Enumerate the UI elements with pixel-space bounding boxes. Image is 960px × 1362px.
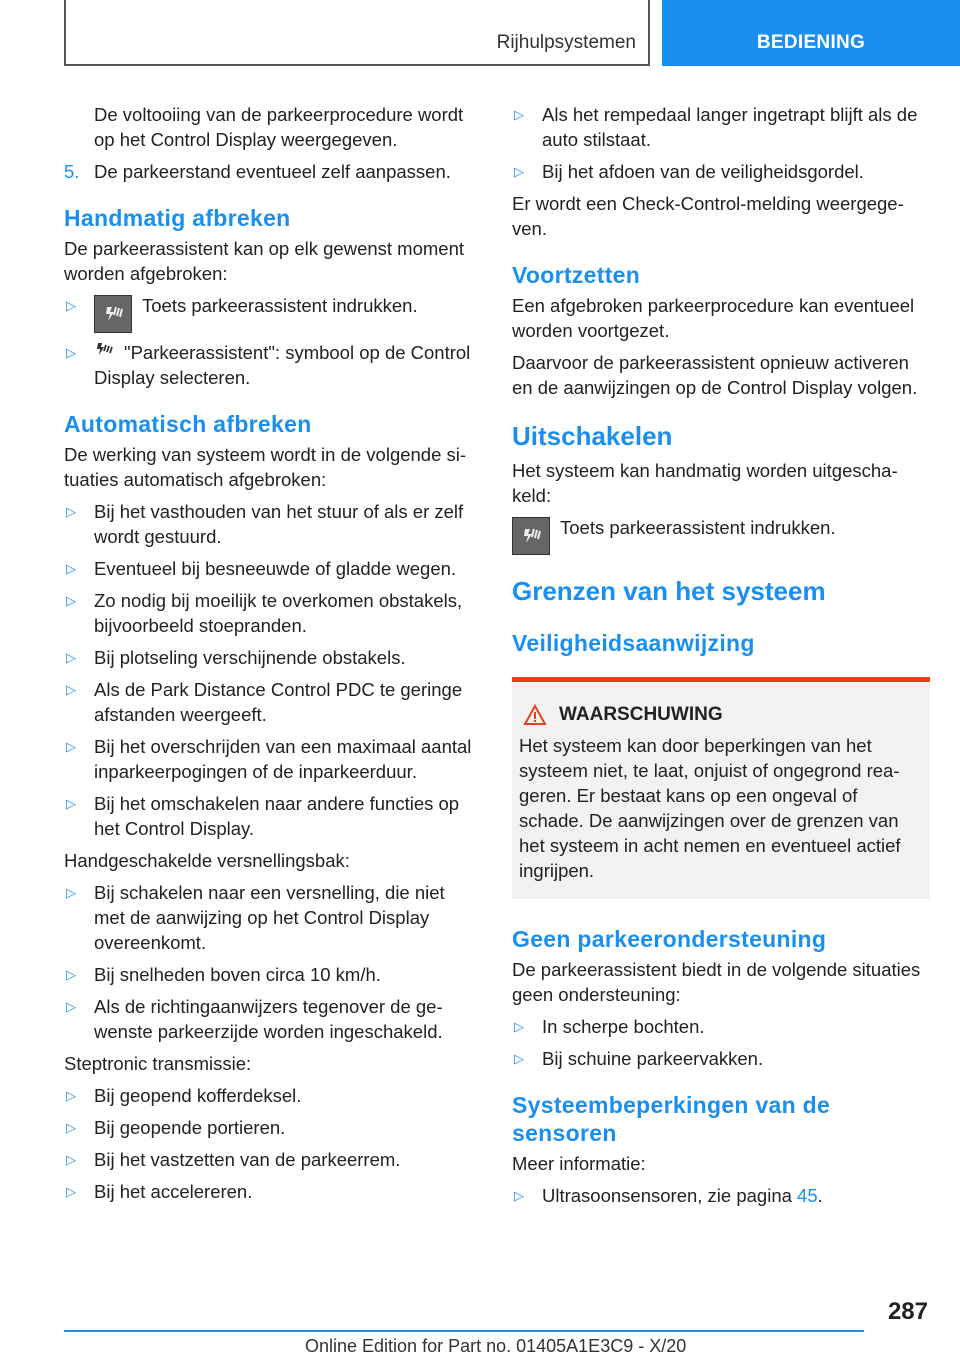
list-item-text: Bij geopende portieren. [94,1117,286,1138]
manual-gearbox-list [64,880,480,1044]
list-item [64,1179,480,1204]
heading-switch-off: Uitschakelen [512,421,673,451]
step-number: 5. [64,161,80,182]
paragraph: De werking van systeem wordt in de volgende situaties automatisch afgebroken: [64,444,467,490]
warning-title [519,702,922,727]
step-text: De parkeerstand eventueel zelf aanpassen. [94,161,451,182]
list-item [512,1014,930,1039]
list-item-text: Bij snelheden boven circa 10 km/h. [94,964,381,985]
paragraph: Een afgebroken parkeerprocedure kan eventueel worden voortgezet. [512,295,915,341]
triangle-bullet-icon: ▷ [66,504,76,519]
warning-title-text: WAARSCHUWING [559,704,723,725]
list-item [64,499,480,549]
list-item-text: Bij plotseling verschijnende obstakels. [94,647,406,668]
list-item-text: Bij schakelen naar een versnelling, die niet met de aanwijzing op het Control Display overeenkomt. [94,882,445,953]
list-item [64,791,480,841]
right-column [512,102,930,1215]
warning-text: Het systeem kan door beperkingen van het systeem niet, te laat, onjuist of ongegrond reageren. Er bestaat kans op een ongeval of schade. De aanwijzingen over de grenzen van het systeem in acht nemen en eventueel actief ingrijpen. [519,735,901,881]
heading-manual-abort: Handmatig afbreken [64,205,291,231]
park-assist-button-icon [94,295,132,333]
paragraph: Er wordt een Check-Control-melding weergegeven. [512,193,904,239]
page-number: 287 [887,1298,928,1325]
list-item-text: Bij geopend kofferdeksel. [94,1085,302,1106]
section-title: Rijhulpsystemen [496,32,636,53]
list-item-text: Bij het accelereren. [94,1181,253,1202]
heading-continue: Voortzetten [512,262,641,288]
left-column [64,102,480,1211]
triangle-bullet-icon: ▷ [66,999,76,1014]
page-link[interactable]: 45 [797,1185,818,1206]
triangle-bullet-icon: ▷ [66,796,76,811]
heading-no-support: Geen parkeerondersteuning [512,926,827,952]
triangle-bullet-icon: ▷ [66,650,76,665]
list-item [64,556,480,581]
warning-box [512,677,930,899]
list-item [64,734,480,784]
park-assist-button-icon [512,517,550,555]
list-item-text: In scherpe bochten. [542,1016,705,1037]
manual-gearbox-label: Handgeschakelde versnellingsbak: [64,850,350,871]
triangle-bullet-icon: ▷ [514,164,524,179]
list-item [512,1183,930,1208]
triangle-bullet-icon: ▷ [66,1184,76,1199]
list-item [64,293,480,333]
triangle-bullet-icon: ▷ [66,1152,76,1167]
triangle-bullet-icon: ▷ [66,682,76,697]
steptronic-list [64,1083,480,1204]
list-item [64,645,480,670]
triangle-bullet-icon: ▷ [66,298,76,313]
auto-abort-list [64,499,480,841]
heading-sensor-limits: Systeembeperkingen van de sensoren [512,1092,831,1146]
triangle-bullet-icon: ▷ [66,739,76,754]
list-item-text: Als het rempedaal langer ingetrapt blijft als de auto stilstaat. [542,104,918,150]
list-item-text: Bij het omschakelen naar andere functies op het Control Display. [94,793,460,839]
paragraph: Daarvoor de parkeerassistent opnieuw activeren en de aanwijzingen op de Control Display volgen. [512,352,918,398]
list-item [64,588,480,638]
triangle-bullet-icon: ▷ [66,1120,76,1135]
list-item-text: Als de Park Distance Control PDC te geringe afstanden weergeeft. [94,679,463,725]
list-item [512,1046,930,1071]
list-item-text: Eventueel bij besneeuwde of gladde wegen. [94,558,457,579]
triangle-bullet-icon: ▷ [66,593,76,608]
paragraph: De parkeerassistent biedt in de volgende situaties geen ondersteuning: [512,959,921,1005]
list-item-text: Zo nodig bij moeilijk te overkomen obstakels, bijvoorbeeld stoepranden. [94,590,463,636]
paragraph: Het systeem kan handmatig worden uitgeschakeld: [512,460,898,506]
step-continuation: De voltooiing van de parkeerprocedure wordt op het Control Display weergegeven. [94,104,464,150]
list-item [64,677,480,727]
button-instruction-text: Toets parkeerassistent indrukken. [560,517,836,538]
paragraph: De parkeerassistent kan op elk gewenst moment worden afgebroken: [64,238,465,284]
paragraph: Meer informatie: [512,1153,646,1174]
step-5 [64,159,480,184]
list-item-text: "Parkeerassistent": symbool op de Control Display selecteren. [94,342,471,388]
list-item [512,102,930,152]
triangle-bullet-icon: ▷ [66,345,76,360]
heading-system-limits: Grenzen van het systeem [512,576,826,606]
heading-auto-abort: Automatisch afbreken [64,411,312,437]
triangle-bullet-icon: ▷ [514,1051,524,1066]
list-item [64,1115,480,1140]
steptronic-label: Steptronic transmissie: [64,1053,252,1074]
list-item [64,962,480,987]
triangle-bullet-icon: ▷ [66,967,76,982]
list-item [512,159,930,184]
list-item-text: Toets parkeerassistent indrukken. [142,295,418,316]
list-item-text: Ultrasoonsensoren, zie pagina [542,1185,798,1206]
triangle-bullet-icon: ▷ [514,1019,524,1034]
list-item-text: Bij het vasthouden van het stuur of als er zelf wordt gestuurd. [94,501,464,547]
list-item [64,994,480,1044]
triangle-bullet-icon: ▷ [66,561,76,576]
list-item-text: Bij het afdoen van de veiligheidsgordel. [542,161,864,182]
heading-safety: Veiligheidsaanwijzing [512,630,755,656]
triangle-bullet-icon: ▷ [514,107,524,122]
warning-triangle-icon [523,704,547,726]
list-item-punct: . [817,1185,823,1206]
triangle-bullet-icon: ▷ [66,1088,76,1103]
triangle-bullet-icon: ▷ [66,885,76,900]
list-item-text: Als de richtingaanwijzers tegenover de gewenste parkeerzijde worden ingeschakeld. [94,996,443,1042]
list-item [64,340,480,390]
list-item [64,880,480,955]
park-assist-symbol-icon [94,340,116,362]
list-item-text: Bij het vastzetten van de parkeerrem. [94,1149,401,1170]
list-item-text: Bij het overschrijden van een maximaal aantal inparkeerpogingen of de inparkeerduur. [94,736,472,782]
button-instruction [512,515,930,555]
list-item [64,1083,480,1108]
list-item-text: Bij schuine parkeervakken. [542,1048,764,1069]
triangle-bullet-icon: ▷ [514,1188,524,1203]
footer-divider [64,1330,864,1332]
chapter-tab[interactable]: BEDIENING [662,0,960,66]
footer-edition: Online Edition for Part no. 01405A1E3C9 - X/20 [305,1336,687,1356]
list-item [64,1147,480,1172]
